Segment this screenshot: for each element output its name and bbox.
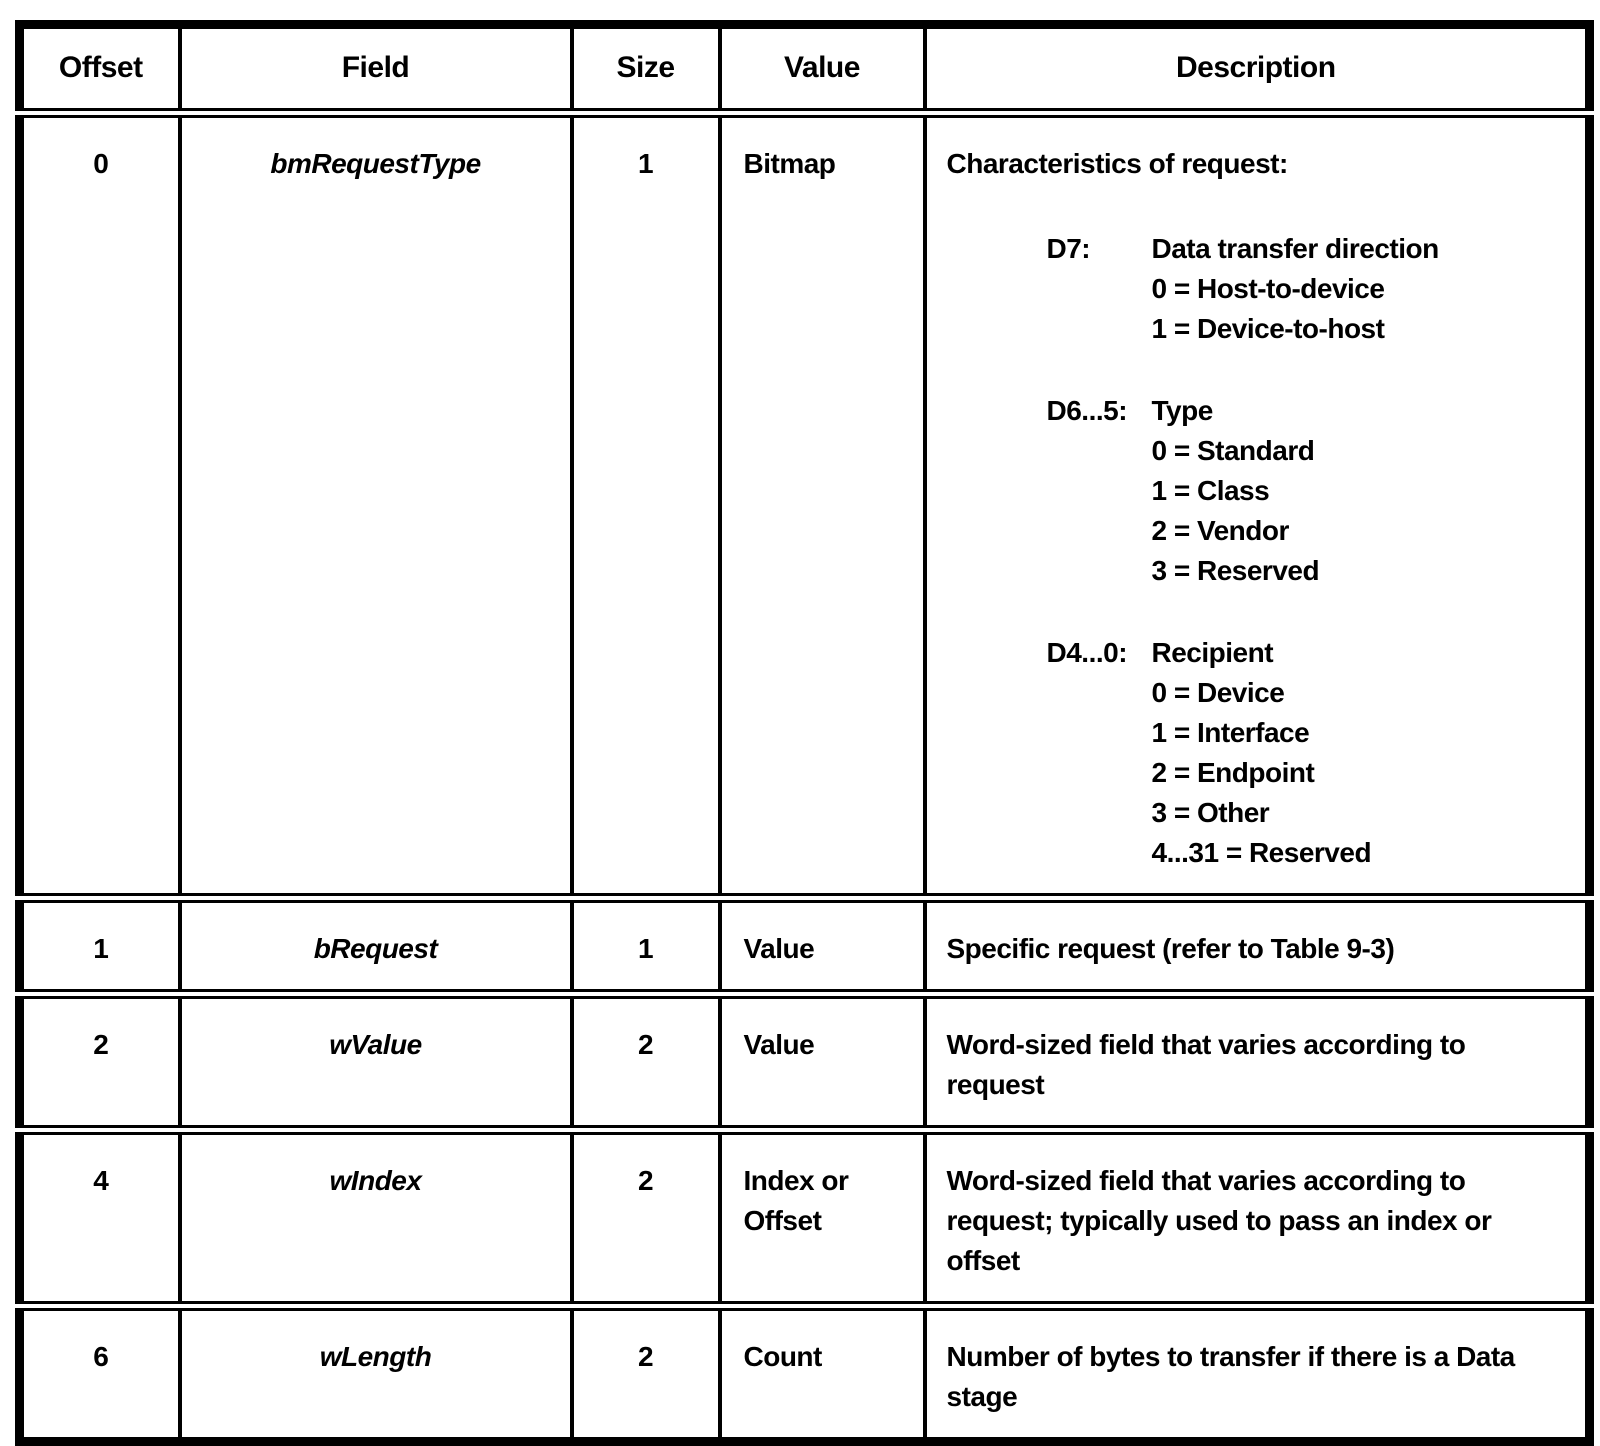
- cell-field: wLength: [180, 1306, 572, 1442]
- cell-size: 2: [572, 1306, 720, 1442]
- bit-group-lines: [1152, 229, 1568, 349]
- bit-group-d4-0: [1047, 633, 1568, 873]
- cell-value: Bitmap: [720, 113, 925, 898]
- bit-group-line: 0 = Device: [1151, 676, 1285, 708]
- bit-group-line: 0 = Host-to-device: [1151, 272, 1385, 304]
- bit-group-label: D7:: [1046, 232, 1091, 264]
- table-row-wvalue: [20, 994, 1590, 1130]
- cell-offset: 0: [20, 113, 180, 898]
- cell-field: bmRequestType: [180, 113, 572, 898]
- table-row-bmrequesttype: [20, 113, 1590, 898]
- column-header-size: Size: [572, 25, 720, 113]
- table-row-brequest: [20, 898, 1590, 994]
- cell-value: Value: [720, 898, 925, 994]
- cell-field: bRequest: [180, 898, 572, 994]
- bit-group-label: D4...0:: [1046, 636, 1128, 668]
- column-header-field: Field: [180, 25, 572, 113]
- description-intro: Characteristics of request:: [946, 147, 1288, 179]
- column-header-description: Description: [925, 25, 1590, 113]
- cell-description: Number of bytes to transfer if there is a Data stage: [925, 1306, 1590, 1442]
- cell-description: Word-sized field that varies according to request: [925, 994, 1590, 1130]
- table-row-windex: [20, 1130, 1590, 1306]
- column-header-offset: Offset: [20, 25, 180, 113]
- bit-group-line: 1 = Interface: [1151, 716, 1310, 748]
- bit-group-d6-5: [1047, 391, 1568, 591]
- bit-group-line: Type: [1151, 394, 1213, 426]
- cell-size: 1: [572, 898, 720, 994]
- column-header-value: Value: [720, 25, 925, 113]
- cell-size: 1: [572, 113, 720, 898]
- table-row-wlength: [20, 1306, 1590, 1442]
- cell-value: Index or Offset: [720, 1130, 925, 1306]
- bit-group-label: D6...5:: [1046, 394, 1128, 426]
- bit-group-line: 3 = Other: [1151, 796, 1270, 828]
- bit-group-line: 1 = Class: [1151, 474, 1270, 506]
- cell-size: 2: [572, 994, 720, 1130]
- setup-data-table: [15, 20, 1594, 1446]
- bit-group-d7: [1047, 229, 1568, 349]
- bit-group-line: 2 = Endpoint: [1151, 756, 1315, 788]
- bit-group-lines: [1152, 391, 1568, 591]
- cell-value: Value: [720, 994, 925, 1130]
- bit-group-line: 2 = Vendor: [1151, 514, 1289, 546]
- bit-group-line: 4...31 = Reserved: [1151, 836, 1372, 868]
- cell-offset: 1: [20, 898, 180, 994]
- cell-field: wIndex: [180, 1130, 572, 1306]
- cell-size: 2: [572, 1130, 720, 1306]
- cell-offset: 2: [20, 994, 180, 1130]
- bit-group-line: 0 = Standard: [1151, 434, 1315, 466]
- cell-description: Word-sized field that varies according to request; typically used to pass an index or offset: [925, 1130, 1590, 1306]
- bit-group-line: 1 = Device-to-host: [1151, 312, 1385, 344]
- bit-group-line: Recipient: [1151, 636, 1274, 668]
- header-row: [20, 25, 1590, 113]
- cell-offset: 6: [20, 1306, 180, 1442]
- cell-description: Specific request (refer to Table 9-3): [925, 898, 1590, 994]
- bit-group-line: 3 = Reserved: [1151, 554, 1320, 586]
- bit-group-line: Data transfer direction: [1151, 232, 1439, 264]
- cell-offset: 4: [20, 1130, 180, 1306]
- cell-value: Count: [720, 1306, 925, 1442]
- cell-field: wValue: [180, 994, 572, 1130]
- cell-description: [925, 113, 1590, 898]
- bit-group-lines: [1152, 633, 1568, 873]
